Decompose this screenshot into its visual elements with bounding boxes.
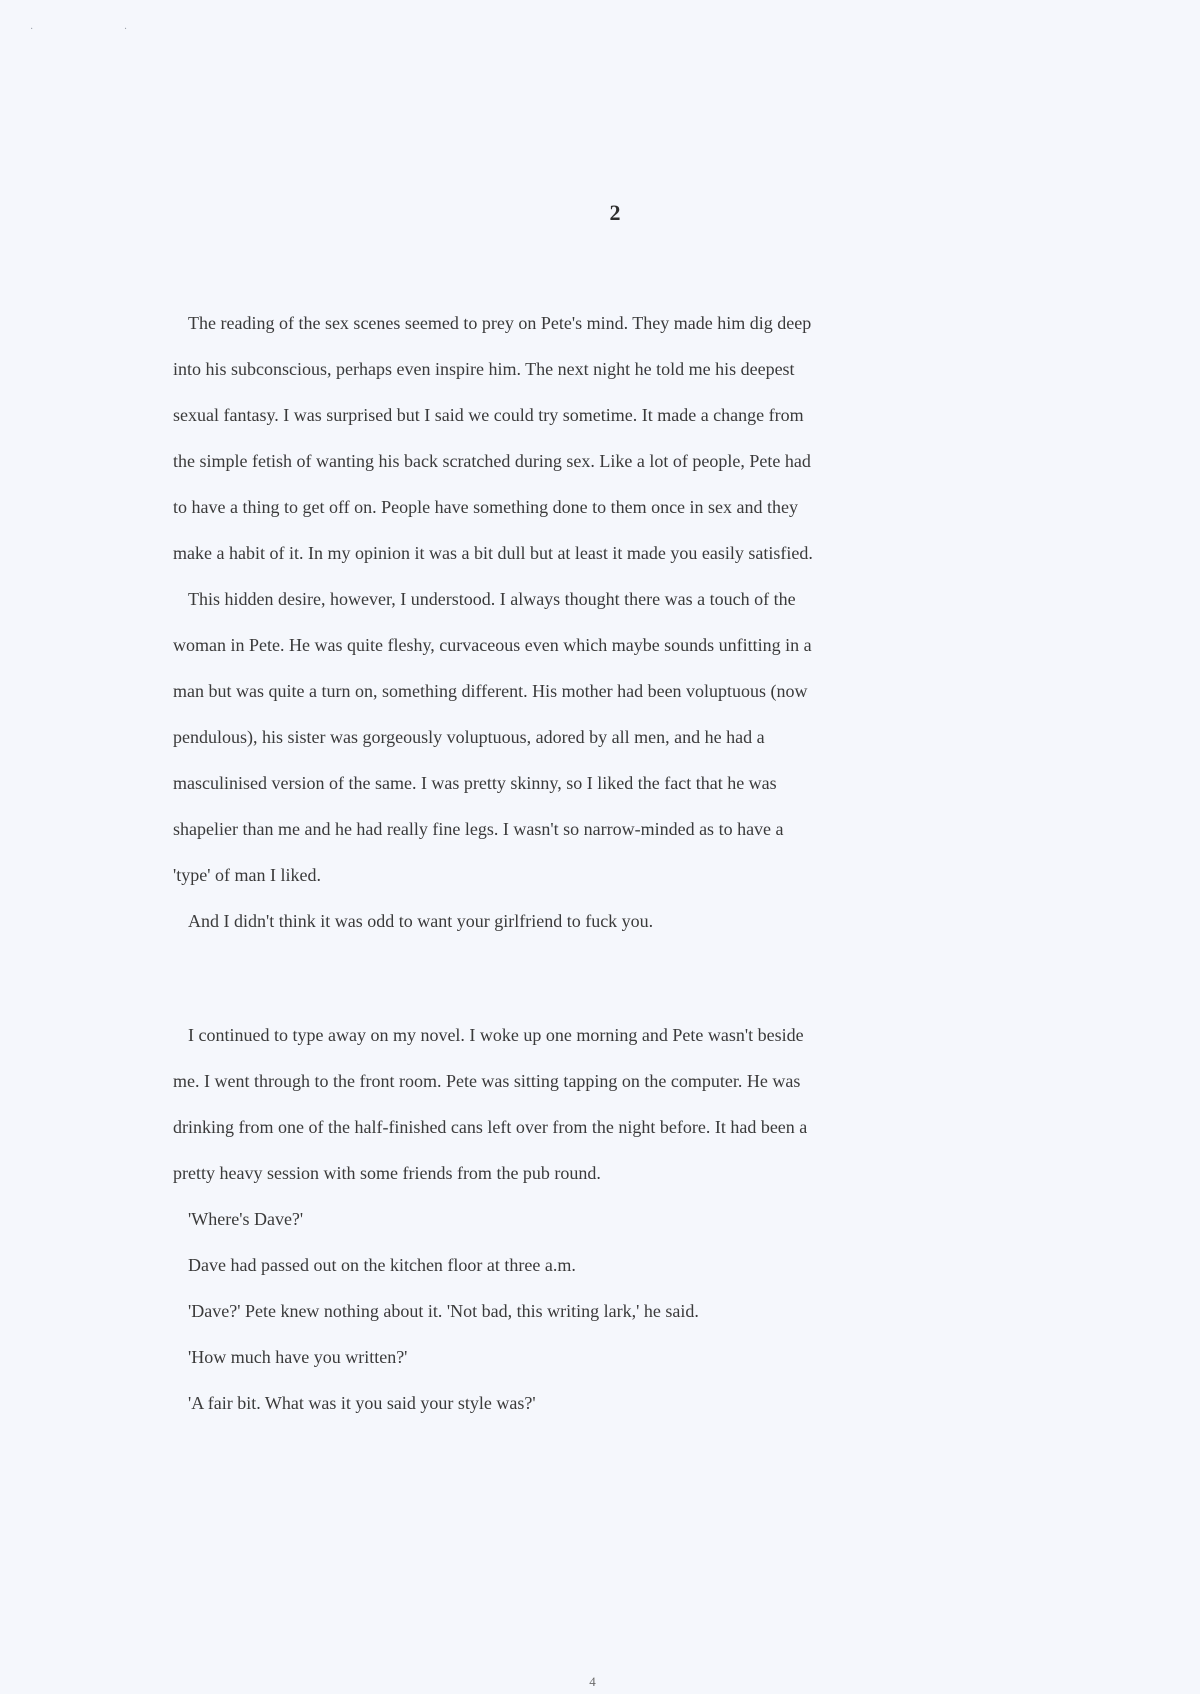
text-line: 'type' of man I liked. [173, 865, 321, 885]
text-line: 'Where's Dave?' [188, 1209, 304, 1229]
text-line: make a habit of it. In my opinion it was a bit dull but at least it made you easily satisfied. [173, 543, 813, 563]
text-line: 'Dave?' Pete knew nothing about it. 'Not bad, this writing lark,' he said. [188, 1301, 699, 1321]
text-line: woman in Pete. He was quite fleshy, curvaceous even which maybe sounds unfitting in a [173, 635, 812, 655]
text-line: into his subconscious, perhaps even inspire him. The next night he told me his deepest [173, 359, 795, 379]
page-number: 4 [589, 1674, 596, 1689]
text-line: masculinised version of the same. I was pretty skinny, so I liked the fact that he was [173, 773, 777, 793]
text-line: the simple fetish of wanting his back scratched during sex. Like a lot of people, Pete had [173, 451, 811, 471]
text-line: drinking from one of the half-finished cans left over from the night before. It had been a [173, 1117, 808, 1137]
chapter-number: 2 [609, 200, 621, 225]
text-line: And I didn't think it was odd to want your girlfriend to fuck you. [188, 911, 654, 931]
text-line: This hidden desire, however, I understood. I always thought there was a touch of the [188, 589, 796, 609]
text-line: I continued to type away on my novel. I woke up one morning and Pete wasn't beside [188, 1025, 804, 1045]
text-line: pendulous), his sister was gorgeously voluptuous, adored by all men, and he had a [173, 727, 765, 747]
scan-specks: · · [30, 24, 172, 35]
text-line: 'A fair bit. What was it you said your style was?' [188, 1393, 536, 1413]
text-line: Dave had passed out on the kitchen floor at three a.m. [188, 1255, 576, 1275]
text-line: pretty heavy session with some friends from the pub round. [173, 1163, 601, 1183]
text-line: shapelier than me and he had really fine legs. I wasn't so narrow-minded as to have a [173, 819, 784, 839]
text-line: sexual fantasy. I was surprised but I said we could try sometime. It made a change from [173, 405, 804, 425]
text-line: me. I went through to the front room. Pete was sitting tapping on the computer. He was [173, 1071, 801, 1091]
text-line: The reading of the sex scenes seemed to prey on Pete's mind. They made him dig deep [188, 313, 812, 333]
text-line: to have a thing to get off on. People have something done to them once in sex and they [173, 497, 799, 517]
text-line: man but was quite a turn on, something different. His mother had been voluptuous (now [173, 681, 808, 701]
text-line: 'How much have you written?' [188, 1347, 408, 1367]
